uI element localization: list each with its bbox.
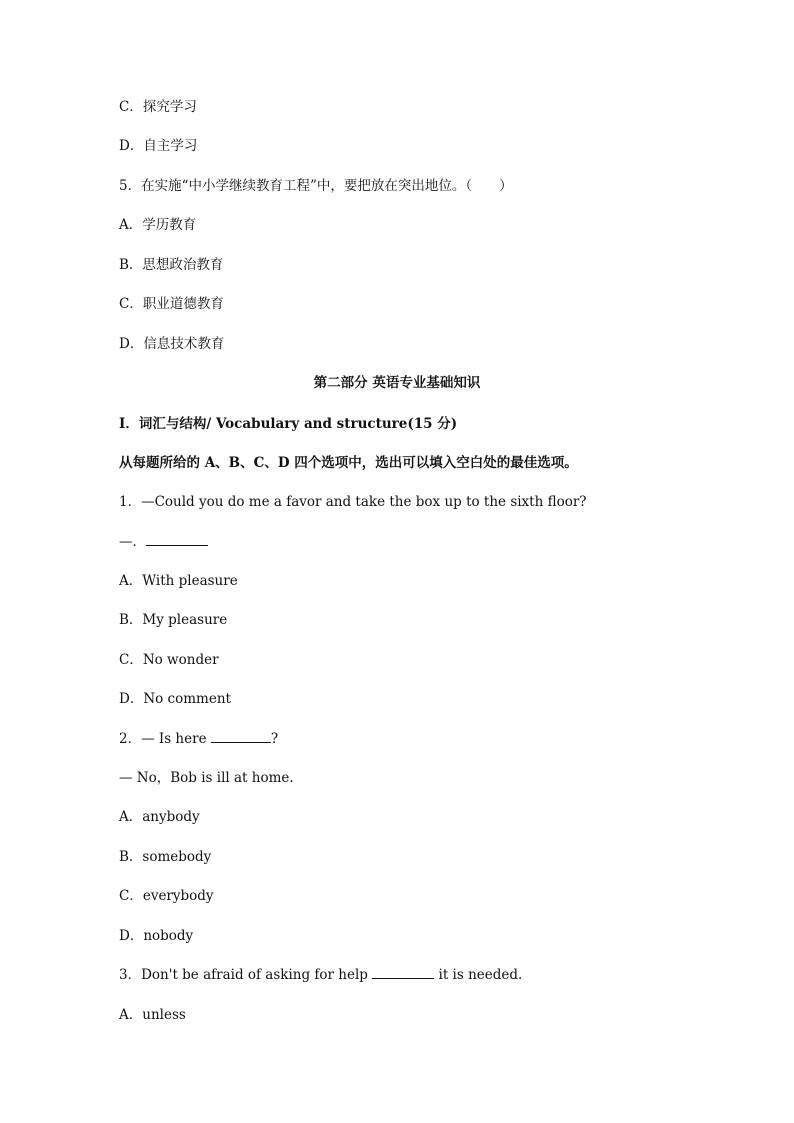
q2-option-d: D．nobody — [119, 928, 194, 944]
option-d-self-learning: D．自主学习 — [119, 138, 198, 154]
instruction: 从每题所给的 A、B、C、D 四个选项中，选出可以填入空白处的最佳选项。 — [119, 455, 578, 471]
q5-option-c: C．职业道德教育 — [119, 296, 224, 312]
question-1: 1．—Could you do me a favor and take the box up to the sixth floor? — [119, 494, 587, 510]
part-title: Ⅰ．词汇与结构/ Vocabulary and structure(15 分) — [119, 416, 458, 432]
section-title: 第二部分 英语专业基础知识 — [313, 375, 481, 391]
question-2 — [119, 729, 278, 749]
option-c-inquiry-learning: C．探究学习 — [119, 99, 197, 115]
q3-suffix: it is needed. — [434, 967, 523, 983]
q1-option-a: A．With pleasure — [119, 573, 238, 589]
q2-reply: — No，Bob is ill at home. — [119, 770, 294, 786]
q2-option-c: C．everybody — [119, 888, 214, 904]
q1-reply — [119, 532, 208, 552]
q2-option-b: B．somebody — [119, 849, 212, 865]
q2-prefix: 2．— Is here — [119, 731, 211, 747]
q2-suffix: ? — [270, 731, 279, 747]
q1-option-b: B．My pleasure — [119, 612, 228, 628]
q2-option-a: A．anybody — [119, 809, 200, 825]
q5-option-a: A．学历教育 — [119, 217, 197, 233]
q3-answer-blank — [372, 965, 434, 979]
q1-reply-prefix: —． — [119, 534, 146, 550]
q1-option-d: D．No comment — [119, 691, 231, 707]
q2-answer-blank — [211, 729, 271, 743]
question-3 — [119, 965, 522, 985]
question-5: 5．在实施“中小学继续教育工程”中，要把放在突出地位。（ ） — [119, 178, 513, 194]
q5-option-b: B．思想政治教育 — [119, 257, 224, 273]
q3-option-a: A．unless — [119, 1007, 186, 1023]
q1-option-c: C．No wonder — [119, 652, 219, 668]
q5-option-d: D．信息技术教育 — [119, 336, 225, 352]
q1-answer-blank — [146, 532, 208, 546]
q3-prefix: 3．Don't be afraid of asking for help — [119, 967, 373, 983]
